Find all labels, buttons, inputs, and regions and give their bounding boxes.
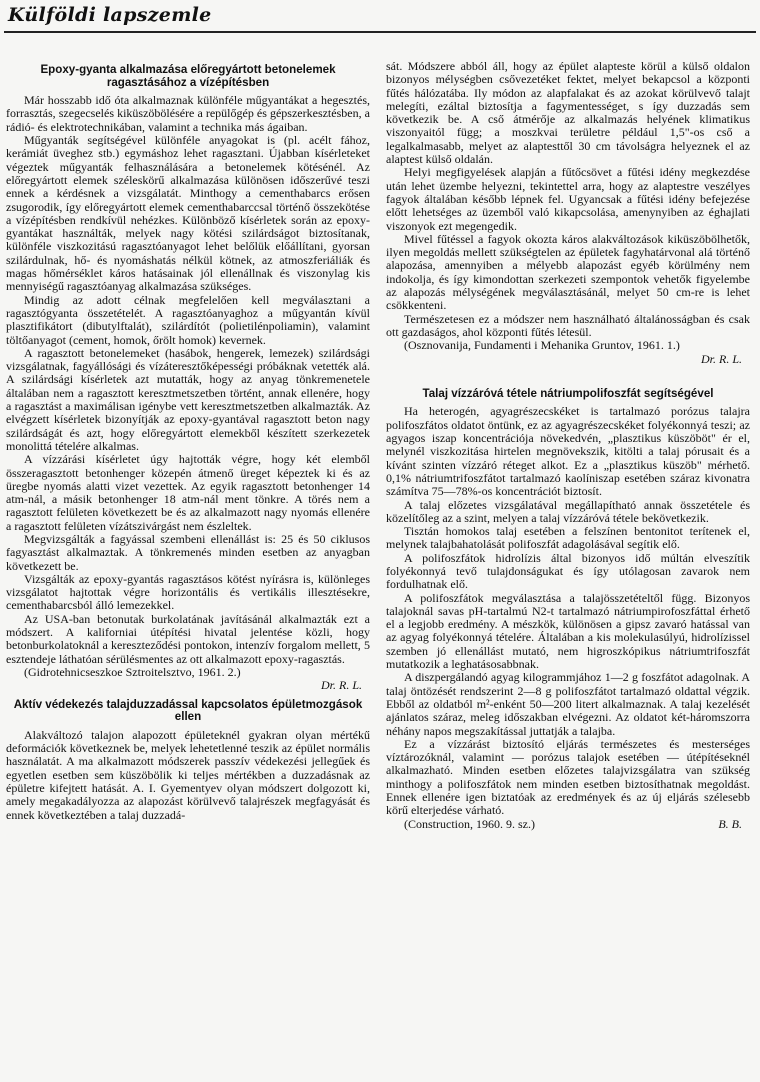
paragraph: Mindig az adott célnak megfelelően kell megválasztani a ragasztógyanta összetételét. A ragasztóanyaghoz a műgyantán kívül plasztifikátort (dibutylftalát), szilárdítót (polietilénpoliamin), valamint töltőanyagot (cement, homok, őrölt homok) kevernek. bbox=[6, 292, 370, 347]
paragraph: A ragasztott betonelemeket (hasábok, hengerek, lemezek) szilárdsági vizsgálatnak, fagyállósági és vízáteresztőképességi próbáknak vetették alá. A szilárdsági kísérletek azt mutatták, hogy az anyag tönkremenetele általában nem a ragasztott keresztmetszetben történt, annak ellenére, hogy a ragasztást a maximálisan igénybe vett keresztmetszetben alkalmazták. Az elvégzett kísérletek bizonyítják az epoxy-gyantával ragasztott beton nagy szilárdságát és azt, hogy előregyártott elemekből készített szerkezetek monolittá tételére alkalmas. bbox=[6, 345, 370, 453]
right-column bbox=[386, 60, 750, 835]
paragraph: Mivel fűtéssel a fagyok okozta káros alakváltozások kiküszöbölhetők, ilyen megoldás mellett szükségtelen az épületek fagyhatárvonal alá történő alapozása, amennyiben a mélyebb alapozást egyéb körülmény nem indokolja, és így kimondottan szerkezeti szempontok vehetők figyelembe az alapozás mélységének megválasztásánál, melyet 50 cm-re is lehet csökkenteni. bbox=[386, 231, 750, 313]
article-title-talaj: Talaj vízzáróvá tétele nátriumpolifoszfát segítségével bbox=[422, 386, 714, 400]
paragraph: A diszpergálandó agyag kilogrammjához 1—2 g foszfátot adagolnak. A talaj öntözését rendszerint 2—8 g polifoszfátot tartalmazó oldattal végzik. Ebből az oldatból m²-enként 50—200 litert alkalmaznak. A talaj kezelését ajánlatos száraz, meleg időszakban elvégezni. Az oldatot két-háromszorra néhány napos megszakítással juttatják a talajba. bbox=[386, 670, 750, 738]
article-body-epoxy bbox=[6, 94, 370, 692]
paragraph: Természetesen ez a módszer nem használható általánosságban és csak ott gazdaságos, ahol központi fűtés létesül. bbox=[386, 311, 750, 339]
paragraph: Alakváltozó talajon alapozott épületeknél gyakran olyan mértékű deformációk következnek be, melyek lehetetlenné teszik az épület normális használatát. A ma alkalmazott módszerek passzív védekezési jellegűek és egyetlen esetben sem küszöbölik ki teljes mértékben a duzzadásnak az épületre kifejtett hatását. A. I. Gyementyev olyan módszert dolgozott ki, amely megakadályozza az alapozást körülvevő talajrészek megfagyását és ennek következtében a talaj duzzadá- bbox=[6, 727, 370, 822]
paragraph: Helyi megfigyelések alapján a fűtőcsövet a fűtési idény megkezdése után lehet üzembe helyezni, tekintettel arra, hogy az alaptestre veszélyes fagyok általában később lépnek fel. Ugyancsak a fűtési idény befejezése előtt lehetséges az üzemből való kikapcsolása, amenynyiben az éghajlati viszonyok ezt megengedik. bbox=[386, 165, 750, 233]
paragraph: Már hosszabb idő óta alkalmaznak különféle műgyantákat a hegesztés, forrasztás, szegecselés kiküszöbölésére a repülőgép és gépszerkesztésben, a rádió- és elektrotechnikában, valamint a technika más ágaiban. bbox=[6, 93, 370, 134]
article-body-duzzadas bbox=[6, 729, 370, 822]
paragraph: Műgyanták segítségével különféle anyagokat is (pl. acélt fához, kerámiát üveghez stb.) egymáshoz lehet ragasztani. Újabban kísérleteket végeztek műgyanták felhasználására a betonelemek kötésénél. Az előregyártott elemek széleskörű alkalmazása különösen időszerűvé teszi ennek a kérdésnek a vizsgálatát. Minthogy a cementhabarcs erősen zsugorodik, így előregyártott elemek cementhabarccsal történő összekötése a vízépítésben rendkívül nehézkes. Különböző kísérletek során az epoxy-gyantákat használták, melyek nagy kötési szilárdságot biztosítanak, különféle viszkozitású ragasztóanyagot lehet belőlük előállítani, gyorsan szilárdulnak, hő- és nyomáshatás nélkül kötnek, az atmoszferiáliák és magas hőmérséklet káros hatásainak jól ellenállnak és viszonylag kis mennyiségű ragasztóanyag alkalmazása szükséges. bbox=[6, 133, 370, 294]
header-rule bbox=[4, 31, 756, 33]
paragraph: A vízzárási kísérletet úgy hajtották végre, hogy két elemből összeragasztott betonhenger közepén átmenő üreget képeztek ki és az üregbe nyomás alatti vizet vezettek. Az egyik ragasztott betonhenger 14 atm-nál, a másik betonhenger 18 atm-nál ment tönkre. A törés nem a ragasztott felületen következett be és az alkalmazott nagy nyomás ellenére a ragasztott felületen vízátszivárgást nem észleltek. bbox=[6, 452, 370, 533]
article-signature: B. B. bbox=[718, 816, 742, 831]
article-body-duzzadas-continued bbox=[386, 60, 750, 366]
paragraph: sát. Módszere abból áll, hogy az épület alapteste körül a külső oldalon bizonyos mélységben csővezetéket fektet, melyet bekapcsol a központi fűtés hálózatába. Ily módon az alapfalakat és az azokat körülvevő talajt melegíti, ezáltal biztosítja a fagymentességet, s így duzzadás sem következik be. A cső átmérője az alkalmazás helyének klimatikus viszonyaitól függ; a moszkvai területre például 1,5"-os cső a legalkalmasabb, melyet az alaptesttől 30 cm távolságra helyeznek el az alaptest külső oldalán. bbox=[386, 59, 750, 167]
paragraph: Ez a vízzárást biztosító eljárás természetes és mesterséges víztározóknál, valamint — porózus talajok esetében — útépítéseknél alkalmazható. Minden esetben előzetes talajvizsgálatra van szükség minthogy a polifoszfátok nem minden esetben biztosíthatnak megoldást. Ennek ellenére igen biztatóak az eredmények és az új eljárás szélesebb körű elterjedése várható. bbox=[386, 736, 750, 818]
page-header bbox=[8, 4, 212, 26]
paragraph: Megvizsgálták a fagyással szembeni ellenállást is: 25 és 50 ciklusos fagyasztást alkalmaztak. A tönkremenés minden esetben az anyagban következett be. bbox=[6, 531, 370, 573]
article-title-duzzadas: Aktív védekezés talajduzzadással kapcsolatos épületmozgások ellen bbox=[13, 697, 363, 724]
article-signature: Dr. R. L. bbox=[320, 678, 362, 693]
article-title-epoxy: Epoxy-gyanta alkalmazása előregyártott betonelemek ragasztásához a vízépítésben bbox=[40, 63, 336, 89]
page-title: Külföldi lapszemle bbox=[8, 4, 212, 26]
article-signature: Dr. R. L. bbox=[700, 351, 742, 366]
left-column bbox=[6, 60, 370, 826]
paragraph: Vizsgálták az epoxy-gyantás ragasztásos kötést nyírásra is, különleges vizsgálatot hajtottak végre horizontális és vertikális illesztésekre, cementhabarcsból álló lemezekkel. bbox=[6, 571, 370, 613]
paragraph: Ha heterogén, agyagrészecskéket is tartalmazó porózus talajra polifoszfátos oldatot öntünk, ez az agyagrészecskéket folyékonnyá teszi; az agyagos iszap koncentrációja növekedvén, „plasztikus küszöböt" ér el, melynél viszkozitása hirtelen megnövekszik, kitölti a talaj pórusait és a kívánt szinten vízzáró réteget alkot. Ez a „plasztikus küszöb" mérhető. 0,1% nátriumtrifoszfátot tartalmazó kaolíniszap esetében száraz kivonatra számítva 75—78%-os koncentrációt biztosít. bbox=[386, 404, 750, 499]
paragraph: Tisztán homokos talaj esetében a felszínen bentonitot terítenek el, melynek talajbahatolását polifoszfát adagolásával segítik elő. bbox=[386, 524, 750, 552]
article-source: (Osznovanija, Fundamenti i Mehanika Gruntov, 1961. 1.) bbox=[404, 338, 680, 353]
paragraph: A talaj előzetes vizsgálatával megállapítható annak összetétele és közelítőleg az a szint, melyen a talaj vízzáróvá tétele bekövetkezik. bbox=[386, 497, 750, 525]
article-source: (Construction, 1960. 9. sz.) bbox=[404, 816, 535, 831]
paragraph: A polifoszfátok hidrolízis által bizonyos idő múltán elveszítik folyékonnyá tevő tulajdonságukat és így utólagosan zavarok nem fordulhatnak elő. bbox=[386, 550, 750, 592]
paragraph: A polifoszfátok megválasztása a talajösszetételtől függ. Bizonyos talajoknál savas pH-tartalmú N2-t tartalmazó nátriumpirofoszfáttal érhető el a legjobb eredmény. A mészkök, különösen a gipsz zavaró hatással van az agyag folyékonnyá tételére. Általában a kis molekulasúlyú, hidrolízissel szemben jó ellenállást mutató, nem higroszkópikus nátriumtrifoszfát mutatkozik a leghatásosabbnak. bbox=[386, 590, 750, 672]
paragraph: Az USA-ban betonutak burkolatának javításánál alkalmazták ezt a módszert. A kaliforniai útépítési hivatal jelentése közli, hogy betonburkolatoknál a kereszteződési pontokon, intenzív forgalom mellett, 5 esztendeje láthatóan sérülésmentes az ott alkalmazott epoxy-ragasztás. bbox=[6, 611, 370, 666]
article-body-talaj bbox=[386, 405, 750, 831]
article-source: (Gidrotehnicseszkoe Sztroitelsztvo, 1961. 2.) bbox=[24, 664, 241, 679]
